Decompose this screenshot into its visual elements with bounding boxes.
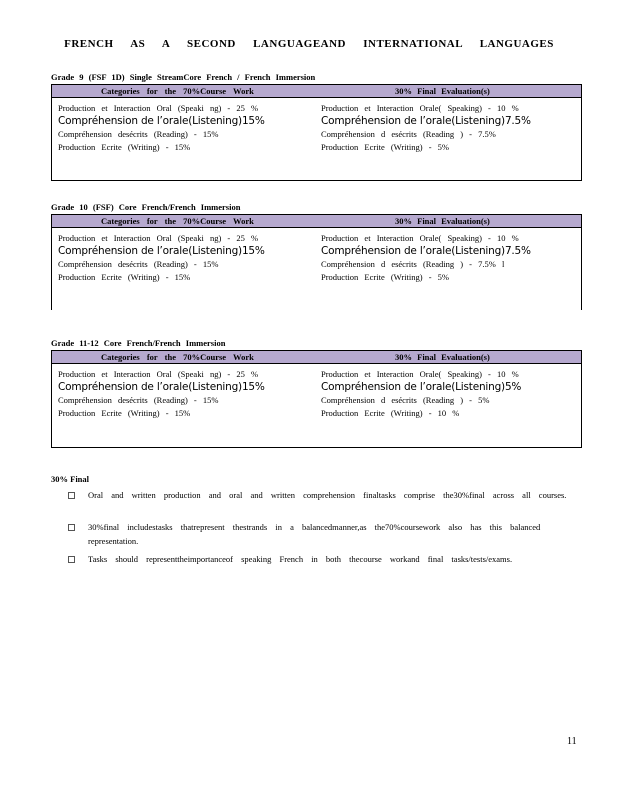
final-item: Production et Interaction Orale( Speaking) - 10 % (321, 233, 519, 243)
table-header (52, 215, 581, 228)
grade-9-heading: Grade 9 (FSF 1D) Single StreamCore French / French Immersion (51, 72, 316, 82)
grade-9-table (51, 84, 582, 181)
coursework-item: Compréhension desécrits (Reading) - 15% (58, 259, 219, 269)
page-title: FRENCH AS A SECOND LANGUAGEAND INTERNATIONAL LANGUAGES (64, 38, 554, 50)
coursework-item: Production Ecrite (Writing) - 15% (58, 142, 191, 152)
coursework-item: Production Ecrite (Writing) - 15% (58, 272, 191, 282)
coursework-header: Categories for the 70%Course Work (101, 86, 254, 96)
bullet-text: Oral and written production and oral and written comprehension finaltasks comprise the30%final across all courses. (88, 490, 567, 500)
grade-11-12-heading: Grade 11-12 Core French/French Immersion (51, 338, 226, 348)
coursework-header: Categories for the 70%Course Work (101, 216, 254, 226)
final-item: Production et Interaction Orale( Speaking) - 10 % (321, 369, 519, 379)
final-evaluation-header: 30% Final Evaluation(s) (395, 86, 490, 96)
table-header (52, 351, 581, 364)
bullet-text: 30%final includestasks thatrepresent thestrands in a balancedmanner,as the70%coursework also has this balanced representation. (88, 522, 541, 546)
final-item: Compréhension d esécrits (Reading ) - 7.5% (321, 129, 496, 139)
final-item: Production Ecrite (Writing) - 5% (321, 272, 450, 282)
bullet-text: Tasks should representtheimportanceof speaking French in both thecourse workand final tasks/tests/exams. (88, 554, 513, 564)
final-evaluation-header: 30% Final Evaluation(s) (395, 216, 490, 226)
coursework-item: Compréhension de l’orale(Listening)15% (58, 115, 265, 127)
final-column (321, 102, 579, 154)
final-notes-heading: 30% Final (51, 474, 90, 484)
coursework-item: Compréhension de l’orale(Listening)15% (58, 381, 265, 393)
coursework-column (58, 102, 318, 154)
final-column (321, 368, 579, 420)
coursework-item: Compréhension desécrits (Reading) - 15% (58, 395, 219, 405)
grade-11-12-table (51, 350, 582, 448)
coursework-header: Categories for the 70%Course Work (101, 352, 254, 362)
coursework-item: Production et Interaction Oral (Speaki ng) - 25 % (58, 369, 259, 379)
bullet-box-icon (68, 556, 75, 563)
final-item: Compréhension de l’orale(Listening)5% (321, 381, 522, 393)
bullet-box-icon (68, 524, 75, 531)
final-item: Compréhension de l’orale(Listening)7.5% (321, 115, 531, 127)
coursework-item: Production et Interaction Oral (Speaki ng) - 25 % (58, 233, 259, 243)
bullet-box-icon (68, 492, 75, 499)
coursework-item: Compréhension desécrits (Reading) - 15% (58, 129, 219, 139)
final-item: Production et Interaction Orale( Speaking) - 10 % (321, 103, 519, 113)
coursework-column (58, 232, 318, 284)
coursework-item: Production Ecrite (Writing) - 15% (58, 408, 191, 418)
final-item: Compréhension de l’orale(Listening)7.5% (321, 245, 531, 257)
coursework-item: Compréhension de l’orale(Listening)15% (58, 245, 265, 257)
coursework-column (58, 368, 318, 420)
final-column (321, 232, 579, 284)
grade-10-table (51, 214, 582, 310)
coursework-item: Production et Interaction Oral (Speaki ng) - 25 % (58, 103, 259, 113)
final-item: Production Ecrite (Writing) - 10 % (321, 408, 460, 418)
final-item: Compréhension d esécrits (Reading ) - 7.5% l (321, 259, 505, 269)
final-item: Compréhension d esécrits (Reading ) - 5% (321, 395, 490, 405)
final-evaluation-header: 30% Final Evaluation(s) (395, 352, 490, 362)
final-item: Production Ecrite (Writing) - 5% (321, 142, 450, 152)
grade-10-heading: Grade 10 (FSF) Core French/French Immersion (51, 202, 241, 212)
table-header (52, 85, 581, 98)
page-number: 11 (567, 736, 577, 747)
